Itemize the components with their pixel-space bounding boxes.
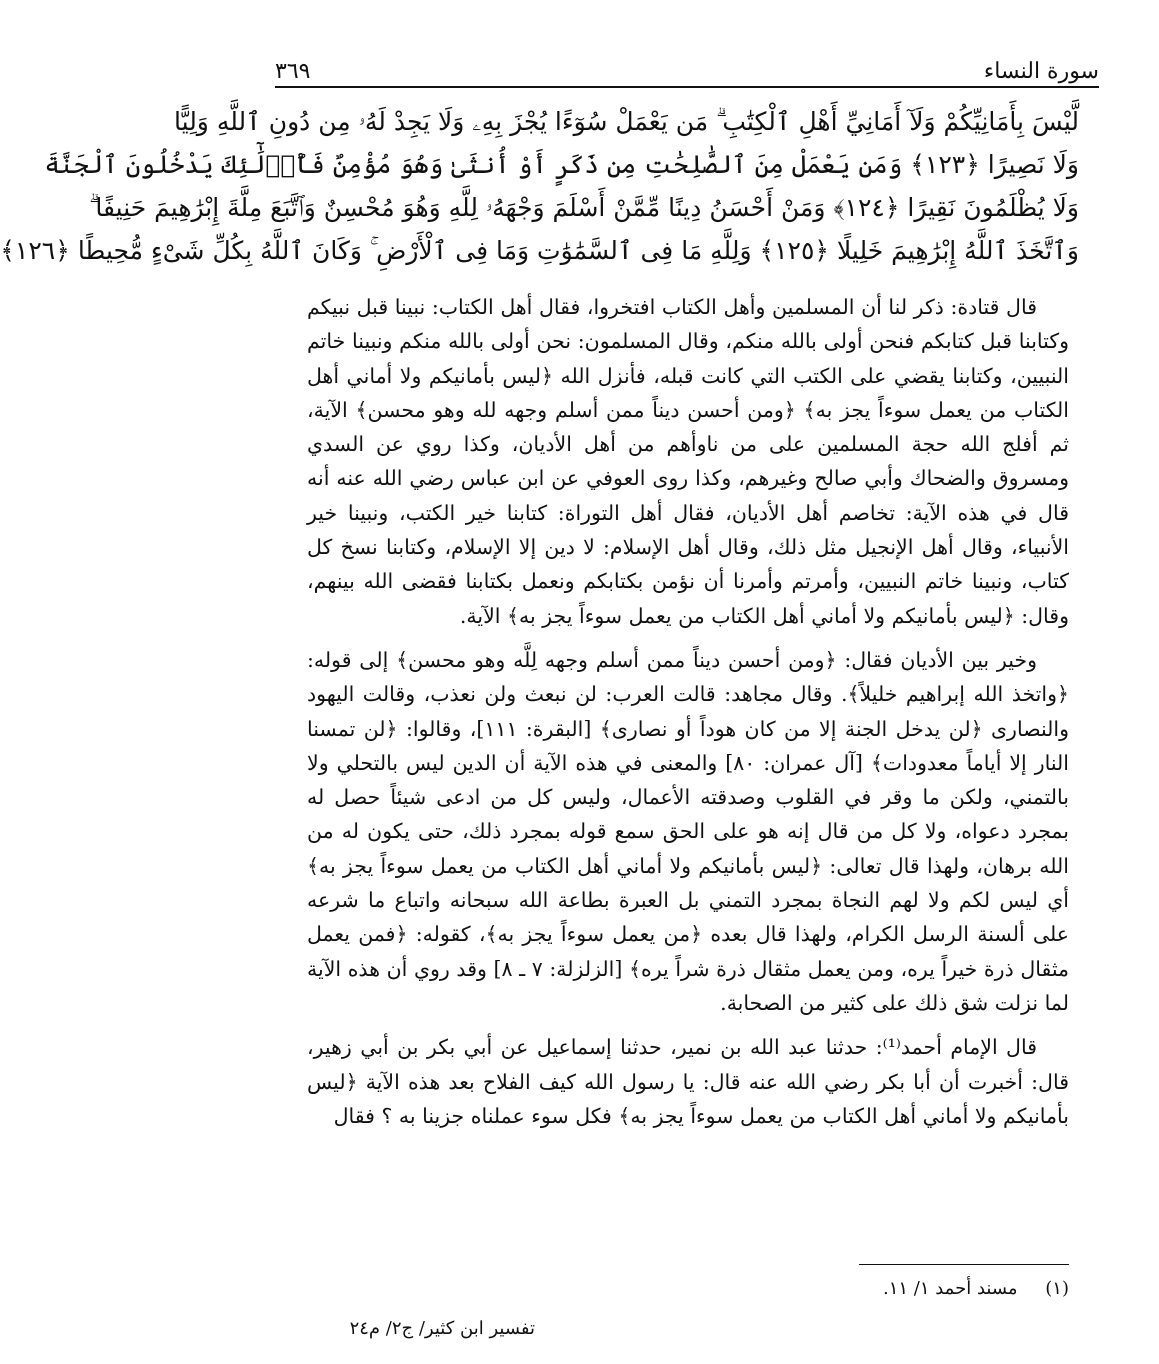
footnote-rule	[859, 1264, 1069, 1265]
quran-verses	[0, 100, 1079, 272]
source-signature: تفسير ابن كثير/ ج٢/ م٢٤	[349, 1318, 535, 1339]
footnote-number: (١)	[1045, 1278, 1069, 1299]
paragraph: قال قتادة: ذكر لنا أن المسلمين وأهل الكتاب افتخروا، فقال أهل الكتاب: نبينا قبل نبيكم وكتابنا قبل كتابكم فنحن أولى بالله منكم، وقال المسلمون: نحن أولى بالله منكم ونبينا خاتم النبيين، وكتابنا يقضي على الكتب التي كانت قبله، فأنزل الله ﴿ليس بأمانيكم ولا أماني أهل الكتاب من يعمل سوءاً يجز به﴾ ﴿ومن أحسن ديناً ممن أسلم وجهه لله وهو محسن﴾ الآية، ثم أفلج الله حجة المسلمين على من ناوأهم من أهل الأديان، وكذا روي عن السدي ومسروق والضحاك وأبي صالح وغيرهم، وكذا روى العوفي عن ابن عباس رضي الله عنه أنه قال في هذه الآية: تخاصم أهل الأديان، فقال أهل التوراة: كتابنا خير الكتب، ونبينا خير الأنبياء، وقال أهل الإنجيل مثل ذلك، وقال أهل الإسلام: لا دين إلا الإسلام، وكتابنا نسخ كل كتاب، ونبينا خاتم النبيين، وأمرتم وأمرنا أن نؤمن بكتابكم ونعمل بكتابنا فقضى الله بينهم، وقال: ﴿ليس بأمانيكم ولا أماني أهل الكتاب من يعمل سوءاً يجز به﴾ الآية.	[307, 295, 1069, 628]
footnote-text: مسند أحمد ١/ ١١.	[882, 1278, 1018, 1299]
tafsir-body	[307, 290, 1069, 1133]
header-rule	[275, 86, 1099, 88]
running-header	[275, 48, 1099, 84]
quran-line: وَلَا نَصِيرًا ﴿١٢٣﴾ وَمَن يَعْمَلْ مِنَ ٱلصَّٰلِحَٰتِ مِن ذَكَرٍ أَوْ أُنثَىٰ وَهُوَ مُؤْمِنٌ فَأُو۟لَٰٓئِكَ يَدْخُلُونَ ٱلْجَنَّةَ	[44, 150, 1079, 179]
quran-line: وَٱتَّخَذَ ٱللَّهُ إِبْرَٰهِيمَ خَلِيلًا ﴿١٢٥﴾ وَلِلَّهِ مَا فِى ٱلسَّمَٰوَٰتِ وَمَا فِى ٱلْأَرْضِ ۚ وَكَانَ ٱللَّهُ بِكُلِّ شَىْءٍ مُّحِيطًا ﴿١٢٦﴾	[0, 236, 1079, 265]
paragraph: وخير بين الأديان فقال: ﴿ومن أحسن ديناً ممن أسلم وجهه لِلَّه وهو محسن﴾ إلى قوله: ﴿واتخذ الله إبراهيم خليلاً﴾. وقال مجاهد: قالت العرب: لن نبعث ولن نعذب، وقالت اليهود والنصارى ﴿لن يدخل الجنة إلا من كان هوداً أو نصارى﴾ [البقرة: ١١١]، وقالوا: ﴿لن تمسنا النار إلا أياماً معدودات﴾ [آل عمران: ٨٠] والمعنى في هذه الآية أن الدين ليس بالتحلي ولا بالتمني، ولكن ما وقر في القلوب وصدقته الأعمال، وليس كل من ادعى شيئاً حصل له بمجرد دعواه، ولا كل من قال إنه هو على الحق سمع قوله بمجرد ذلك، حتى يكون له من الله برهان، ولهذا قال تعالى: ﴿ليس بأمانيكم ولا أماني أهل الكتاب من يعمل سوءاً يجز به﴾ أي ليس لكم ولا لهم النجاة بمجرد التمني بل العبرة بطاعة الله سبحانه واتباع ما شرعه على ألسنة الرسل الكرام، ولهذا قال بعده ﴿من يعمل سوءاً يجز به﴾، كقوله: ﴿فمن يعمل مثقال ذرة خيراً يره، ومن يعمل مثقال ذرة شراً يره﴾ [الزلزلة: ٧ ـ ٨] وقد روي أن هذه الآية لما نزلت شق ذلك على كثير من الصحابة.	[307, 647, 1069, 1015]
page-number: ٣٦٩	[275, 59, 311, 84]
quran-line: وَلَا يُظْلَمُونَ نَقِيرًا ﴿١٢٤﴾ وَمَنْ أَحْسَنُ دِينًا مِّمَّنْ أَسْلَمَ وَجْهَهُۥ لِلَّهِ وَهُوَ مُحْسِنٌ وَٱتَّبَعَ مِلَّةَ إِبْرَٰهِيمَ حَنِيفًا ۗ	[89, 193, 1079, 222]
quran-line: لَّيْسَ بِأَمَانِيِّكُمْ وَلَآ أَمَانِيِّ أَهْلِ ٱلْكِتَٰبِ ۗ مَن يَعْمَلْ سُوٓءًا يُجْزَ بِهِۦ وَلَا يَجِدْ لَهُۥ مِن دُونِ ٱللَّهِ وَلِيًّا	[174, 107, 1079, 136]
surah-name: سورة النساء	[983, 59, 1099, 84]
footnote	[615, 1278, 1069, 1299]
page-footer	[215, 1318, 775, 1339]
paragraph: قال الإمام أحمد⁽¹⁾: حدثنا عبد الله بن نمير، حدثنا إسماعيل عن أبي بكر بن أبي زهير، قال: أخبرت أن أبا بكر رضي الله عنه قال: يا رسول الله كيف الفلاح بعد هذه الآية ﴿ليس بأمانيكم ولا أماني أهل الكتاب من يعمل سوءاً يجز به﴾ فكل سوء عملناه جزينا به ؟ فقال	[307, 1035, 1069, 1128]
